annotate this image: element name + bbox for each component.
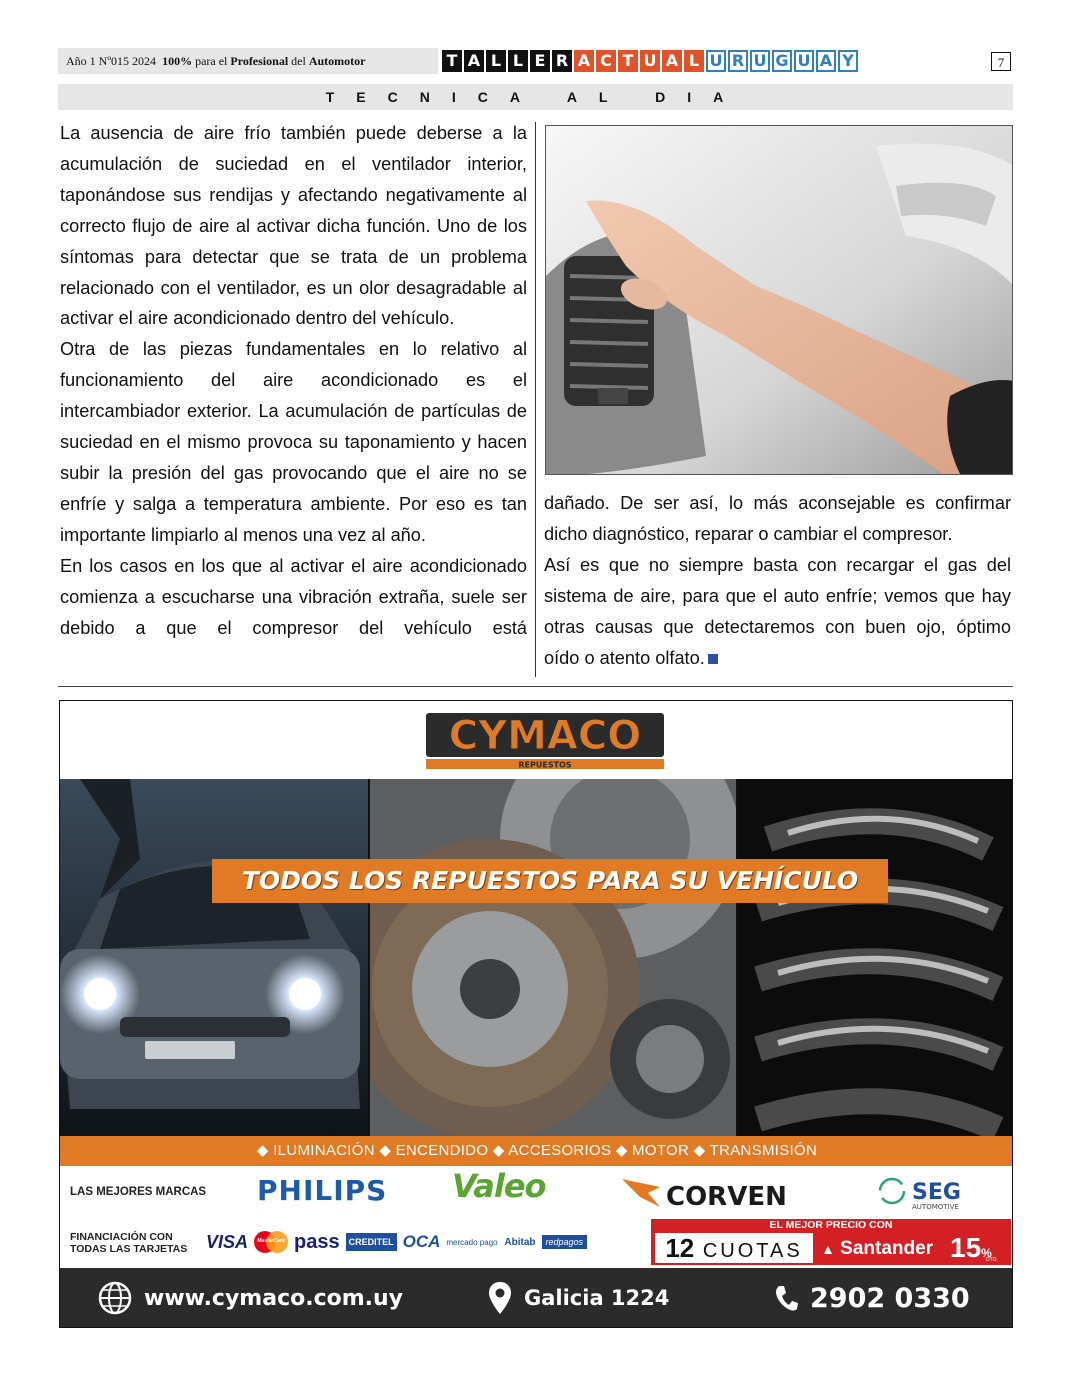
phone-number[interactable]: 2902 0330 (810, 1282, 970, 1314)
seg-automotive-logo (878, 1173, 988, 1213)
masthead-letter: R (552, 50, 572, 72)
cymaco-logo (424, 709, 666, 771)
creditel-logo: CREDITEL (346, 1233, 397, 1251)
website-item (98, 1268, 403, 1328)
article-paragraph: Otra de las piezas fundamentales en lo relativo al funcionamiento del aire acondicionado es el intercambiador exterior. La acumulación de partículas de suciedad en el mismo provoca su taponamiento y hacen subir la presión del gas provocando que el aire no se enfríe y salga a temperatura ambiente. Por eso es tan importante limpiarlo al menos una vez al año. (60, 339, 527, 545)
bank-name: Santander (840, 1238, 934, 1259)
santander-promo (651, 1219, 1011, 1265)
financing-label-line: FINANCIACIÓN CON (70, 1231, 173, 1243)
pass-logo: pass (294, 1230, 340, 1253)
section-title: TECNICA AL DIA (58, 84, 1013, 110)
corven-logo (620, 1173, 800, 1213)
discount-sign: % (981, 1246, 992, 1260)
visa-logo: VISA (206, 1231, 249, 1252)
cymaco-advertisement (59, 700, 1013, 1328)
masthead-letter: L (684, 50, 704, 72)
masthead-letter: T (442, 50, 462, 72)
car-illustration (60, 779, 368, 1136)
valeo-logo: Valeo (452, 1167, 546, 1205)
masthead-letter: L (508, 50, 528, 72)
globe-icon (98, 1281, 132, 1315)
address-item (488, 1268, 669, 1328)
masthead-letter: U (640, 50, 660, 72)
location-pin-icon (488, 1281, 512, 1315)
corven-text: CORVEN (666, 1182, 787, 1212)
article-paragraph: dañado. De ser así, lo más aconsejable es confirmar dicho diagnóstico, reparar o cambiar el compresor. (544, 493, 1011, 544)
financing-label (70, 1231, 187, 1255)
discount-label: DTO. (986, 1257, 998, 1263)
masthead-letter: A (816, 50, 836, 72)
masthead-letter: U (794, 50, 814, 72)
discount-percent (950, 1231, 992, 1270)
tagline-profesional: Profesional (230, 54, 289, 68)
horizontal-rule (58, 686, 1013, 687)
masthead-logo (442, 50, 858, 72)
financing-label-line: TODAS LAS TARJETAS (70, 1243, 188, 1255)
tagline-percent: 100% (162, 54, 193, 68)
masthead-letter: G (772, 50, 792, 72)
ad-contact-bar (60, 1268, 1013, 1328)
masthead-letter: C (596, 50, 616, 72)
logo-subtext: REPUESTOS (518, 760, 572, 770)
flame-icon: ▲ (821, 1241, 835, 1257)
payment-cards (206, 1229, 587, 1255)
issue-number: Año 1 Nº015 2024 (66, 54, 157, 68)
car-headlights-photo (60, 779, 368, 1136)
mercado-pago-logo: mercado pago (446, 1237, 498, 1247)
tagline-text: para el (195, 54, 228, 68)
philips-logo: PHILIPS (257, 1174, 388, 1207)
masthead-letter: U (750, 50, 770, 72)
tagline-automotor: Automotor (308, 54, 366, 68)
brands-label: LAS MEJORES MARCAS (70, 1186, 207, 1198)
address-text: Galicia 1224 (524, 1286, 670, 1310)
tagline-text: del (291, 54, 306, 68)
phone-item (774, 1268, 970, 1328)
corven-mark (620, 1173, 800, 1213)
seg-sub-text: AUTOMOTIVE (912, 1203, 959, 1211)
phone-icon (774, 1284, 798, 1312)
product-categories: ◆ ILUMINACIÓN ◆ ENCENDIDO ◆ ACCESORIOS ◆ MOTOR ◆ TRANSMISIÓN (60, 1136, 1013, 1166)
seg-mark (878, 1173, 988, 1213)
installments-word: CUOTAS (702, 1240, 803, 1262)
masthead-letter: Y (838, 50, 858, 72)
article-column-left (60, 118, 527, 643)
masthead-letter: A (574, 50, 594, 72)
parts-photo-collage (60, 779, 1013, 1136)
oca-logo: OCA (402, 1232, 441, 1251)
spring-illustration (738, 779, 1013, 1136)
page-number: 7 (991, 52, 1011, 71)
masthead-letter: A (464, 50, 484, 72)
column-divider (535, 122, 536, 677)
article-column-right (544, 488, 1011, 673)
cymaco-logo-mark (424, 709, 666, 771)
abitab-logo: Abitab (504, 1236, 536, 1248)
logo-text: CYMACO (448, 713, 642, 759)
clutch-disc-photo (370, 779, 736, 1136)
masthead-letter: A (662, 50, 682, 72)
mastercard-logo (254, 1231, 288, 1253)
hand-ac-vent-illustration (546, 126, 1013, 475)
masthead-letter: E (530, 50, 550, 72)
article-paragraph: La ausencia de aire frío también puede deberse a la acumulación de suciedad en el ventilador interior, taponándose sus rendijas y afectando negativamente al correcto flujo de aire al activar dicha función. Uno de los síntomas para detectar que se trata de un problema relacionado con el ventilador, es un olor desagradable al activar el aire acondicionado dentro del vehículo. (60, 123, 527, 329)
article-paragraph-text: Así es que no siempre basta con recargar el gas del sistema de aire, para que el auto enfríe; vemos que hay otras causas que detectaremos con buen ojo, óptimo oído o atento olfato. (544, 554, 1011, 668)
clutch-illustration (370, 779, 736, 1136)
mastercard-text: MasterCard (257, 1238, 285, 1244)
redpagos-logo: redpagos (542, 1235, 588, 1249)
installments-number: 12 (665, 1233, 695, 1263)
issue-info (58, 48, 438, 74)
masthead-letter: U (706, 50, 726, 72)
masthead-letter: T (618, 50, 638, 72)
promo-heading: EL MEJOR PRECIO CON (769, 1219, 893, 1231)
ad-slogan: TODOS LOS REPUESTOS PARA SU VEHÍCULO (212, 859, 888, 903)
promo-installments (655, 1233, 813, 1263)
article-paragraph: En los casos en los que al activar el aire acondicionado comienza a escucharse una vibración extraña, suele ser debido a que el compresor del vehículo está (60, 555, 527, 638)
article-paragraph (544, 550, 1011, 674)
article-photo-hand-ac-vent (545, 125, 1013, 475)
website-url[interactable]: www.cymaco.com.uy (144, 1285, 404, 1311)
seg-text: SEG (912, 1180, 961, 1205)
coil-spring-photo (738, 779, 1013, 1136)
end-of-article-icon (708, 654, 718, 664)
page-header (58, 48, 1013, 74)
masthead-letter: L (486, 50, 506, 72)
masthead-letter: R (728, 50, 748, 72)
discount-value: 15 (950, 1232, 982, 1263)
santander-logo (821, 1234, 933, 1264)
